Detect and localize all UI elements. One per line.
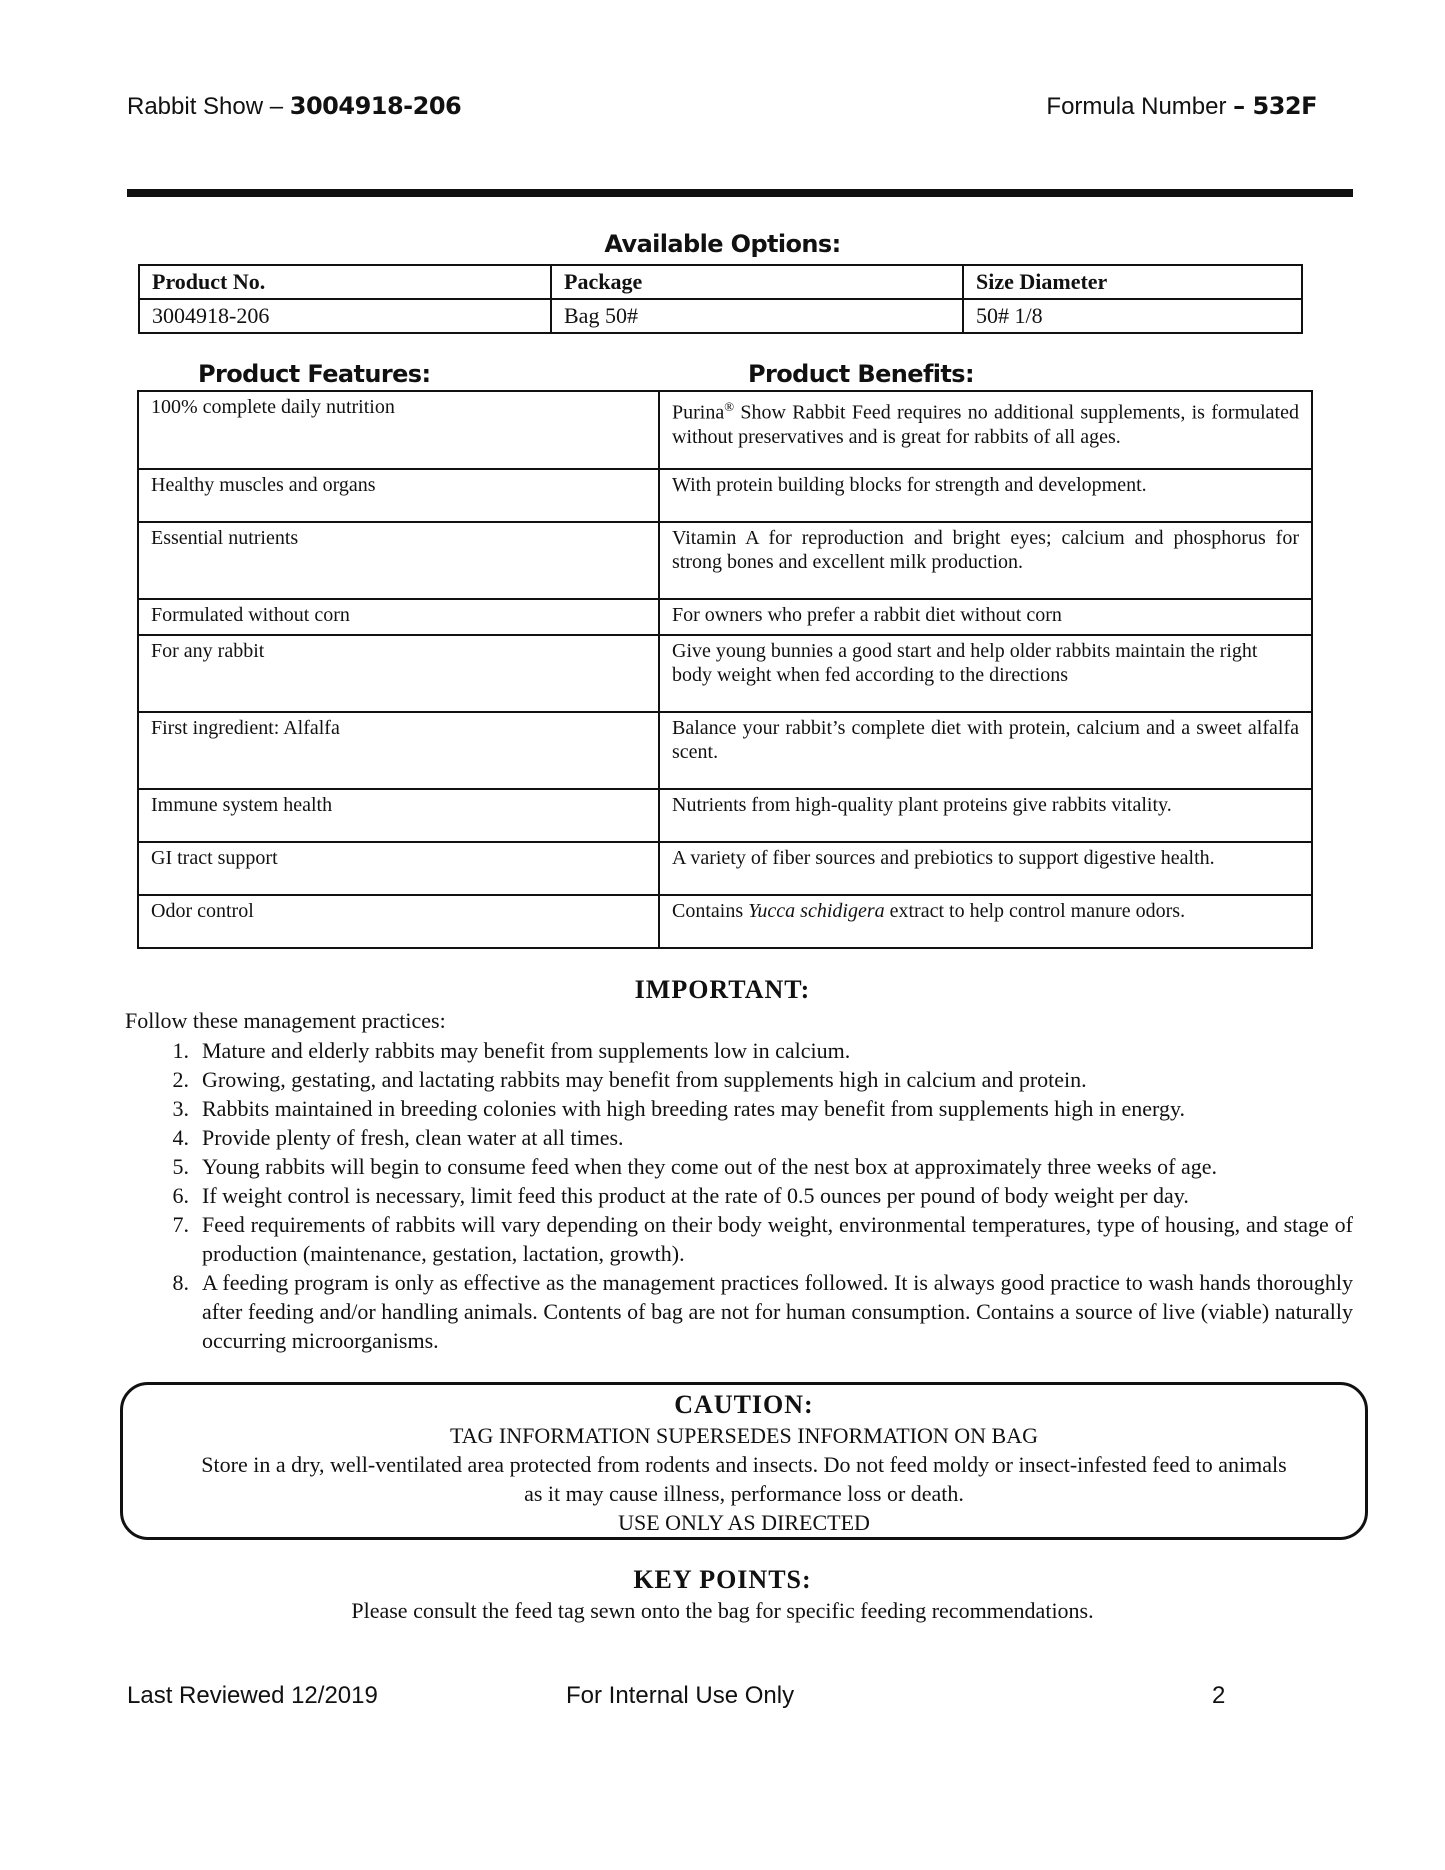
features-table xyxy=(137,390,1313,949)
feature-row xyxy=(138,635,1312,712)
options-table xyxy=(138,264,1303,334)
list-item: 4. Provide plenty of fresh, clean water at all times. xyxy=(172,1125,624,1150)
benefit-cell: Vitamin A for reproduction and bright eyes; calcium and phosphorus for strong bones and excellent milk production. xyxy=(659,522,1312,599)
benefit-cell: A variety of fiber sources and prebiotics to support digestive health. xyxy=(659,842,1312,895)
caution-line: as it may cause illness, performance loss or death. xyxy=(524,1481,964,1506)
options-row xyxy=(139,299,1302,333)
important-intro: Follow these management practices: xyxy=(125,1008,446,1033)
caution-box xyxy=(120,1382,1368,1540)
options-header-cell: Size Diameter xyxy=(963,265,1302,299)
list-item: 3. Rabbits maintained in breeding colonies with high breeding rates may benefit from supplements high in energy. xyxy=(172,1096,1186,1121)
options-cell: 50# 1/8 xyxy=(963,299,1302,333)
header-formula xyxy=(1046,92,1317,121)
options-header-cell: Product No. xyxy=(139,265,551,299)
list-item: 7. Feed requirements of rabbits will vary depending on their body weight, environmental temperatures, type of housing, and stage of production (maintenance, gestation, lactation, growth). xyxy=(172,1212,1353,1266)
feature-cell: Formulated without corn xyxy=(138,599,659,635)
feature-cell: Healthy muscles and organs xyxy=(138,469,659,522)
header-formula-label: Formula Number xyxy=(1046,93,1234,120)
feature-row xyxy=(138,522,1312,599)
options-cell: Bag 50# xyxy=(551,299,963,333)
feature-row xyxy=(138,842,1312,895)
options-header-row xyxy=(139,265,1302,299)
list-item: 1. Mature and elderly rabbits may benefit from supplements low in calcium. xyxy=(172,1038,851,1063)
header-product-code: 3004918-206 xyxy=(289,92,462,120)
feature-cell: First ingredient: Alfalfa xyxy=(138,712,659,789)
footer-last-reviewed: Last Reviewed 12/2019 xyxy=(127,1682,378,1709)
caution-line: Store in a dry, well-ventilated area protected from rodents and insects. Do not feed moldy or insect-infested feed to animals xyxy=(201,1452,1287,1477)
key-points-title: KEY POINTS: xyxy=(633,1565,812,1594)
list-item: 2. Growing, gestating, and lactating rabbits may benefit from supplements high in calcium and protein. xyxy=(172,1067,1087,1092)
options-cell: 3004918-206 xyxy=(139,299,551,333)
header-product-label: Rabbit Show – xyxy=(127,93,290,120)
caution-title: CAUTION: xyxy=(674,1390,814,1419)
important-title: IMPORTANT: xyxy=(634,975,811,1004)
feature-cell: Odor control xyxy=(138,895,659,948)
list-item: 5. Young rabbits will begin to consume feed when they come out of the nest box at approximately three weeks of age. xyxy=(172,1154,1218,1179)
header-formula-code: – 532F xyxy=(1233,92,1317,120)
benefit-cell: With protein building blocks for strength and development. xyxy=(659,469,1312,522)
key-points-text: Please consult the feed tag sewn onto the bag for specific feeding recommendations. xyxy=(351,1598,1094,1623)
important-list xyxy=(127,1036,1353,1355)
footer-internal-use: For Internal Use Only xyxy=(566,1682,795,1709)
header-product xyxy=(127,92,461,121)
footer-page-number: 2 xyxy=(1212,1682,1226,1709)
feature-row xyxy=(138,789,1312,842)
feature-row xyxy=(138,895,1312,948)
feature-cell: Immune system health xyxy=(138,789,659,842)
benefit-cell: For owners who prefer a rabbit diet without corn xyxy=(659,599,1312,635)
header-divider xyxy=(127,189,1353,197)
feature-row xyxy=(138,599,1312,635)
feature-cell: For any rabbit xyxy=(138,635,659,712)
features-title: Product Features: xyxy=(198,360,431,388)
list-item: 8. A feeding program is only as effective as the management practices followed. It is always good practice to wash hands thoroughly after feeding and/or handling animals. Contents of bag are not for human consumption. Contains a source of live (viable) naturally occurring microorganisms. xyxy=(172,1270,1353,1353)
feature-cell: GI tract support xyxy=(138,842,659,895)
options-header-cell: Package xyxy=(551,265,963,299)
benefit-cell: Nutrients from high-quality plant proteins give rabbits vitality. xyxy=(659,789,1312,842)
benefit-cell: Contains Yucca schidigera extract to help control manure odors. xyxy=(659,895,1312,948)
feature-cell: 100% complete daily nutrition xyxy=(138,391,659,469)
caution-line: USE ONLY AS DIRECTED xyxy=(618,1510,870,1535)
feature-row xyxy=(138,712,1312,789)
feature-cell: Essential nutrients xyxy=(138,522,659,599)
feature-row xyxy=(138,469,1312,522)
options-title: Available Options: xyxy=(604,230,841,258)
benefit-cell: Balance your rabbit’s complete diet with protein, calcium and a sweet alfalfa scent. xyxy=(659,712,1312,789)
benefit-cell: Purina® Show Rabbit Feed requires no additional supplements, is formulated without preservatives and is great for rabbits of all ages. xyxy=(659,391,1312,469)
benefits-title: Product Benefits: xyxy=(748,360,974,388)
list-item: 6. If weight control is necessary, limit feed this product at the rate of 0.5 ounces per pound of body weight per day. xyxy=(172,1183,1189,1208)
benefit-cell: Give young bunnies a good start and help older rabbits maintain the right body weight when fed according to the directions xyxy=(659,635,1312,712)
feature-row xyxy=(138,391,1312,469)
caution-line: TAG INFORMATION SUPERSEDES INFORMATION ON BAG xyxy=(449,1423,1038,1448)
